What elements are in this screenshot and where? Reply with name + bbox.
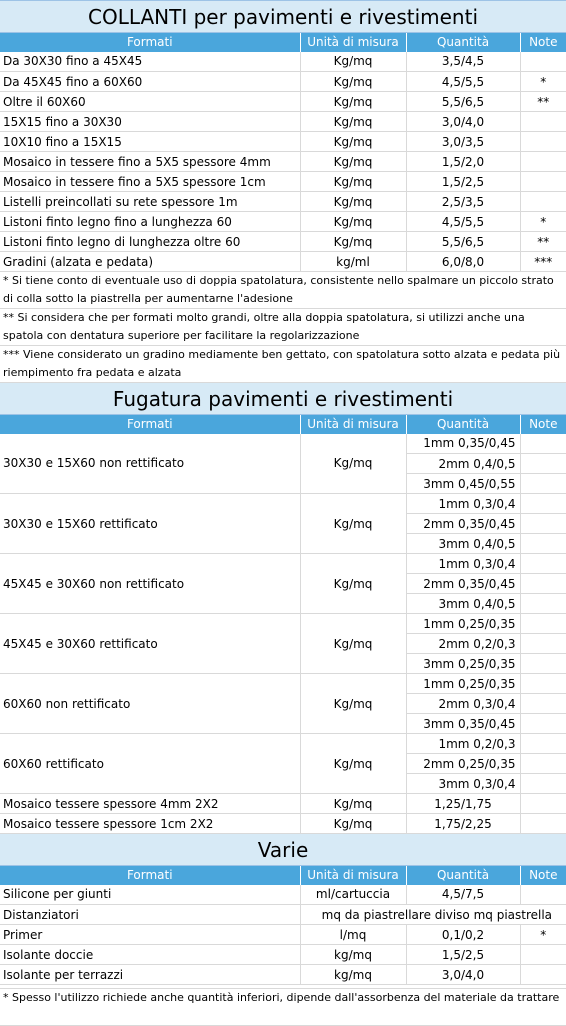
fugatura-header-row — [0, 415, 566, 434]
note-cell — [520, 674, 566, 694]
note-cell — [520, 454, 566, 474]
quantita-cell: 3,0/4,0 — [406, 112, 520, 132]
note-cell — [520, 574, 566, 594]
quantita-cell: 1,75/2,25 — [406, 814, 520, 834]
note-cell: ** — [520, 92, 566, 112]
quantita-cell: 0,1/0,2 — [406, 925, 520, 945]
table-row — [0, 794, 566, 814]
quantita-cell: 1mm 0,25/0,35 — [406, 614, 520, 634]
header-note: Note — [520, 866, 566, 885]
quantita-cell: 2mm 0,35/0,45 — [406, 514, 520, 534]
table-row — [0, 112, 566, 132]
note-cell — [520, 192, 566, 212]
formato-cell: Listoni finto legno fino a lunghezza 60 — [0, 212, 300, 232]
unita-cell: kg/mq — [300, 965, 406, 985]
header-note: Note — [520, 33, 566, 52]
formato-cell: Gradini (alzata e pedata) — [0, 252, 300, 272]
table-row — [0, 734, 566, 754]
note-cell — [520, 52, 566, 72]
quantita-cell: 1mm 0,3/0,4 — [406, 494, 520, 514]
varie-title: Varie — [0, 834, 566, 866]
formato-cell: Da 30X30 fino a 45X45 — [0, 52, 300, 72]
note-cell — [520, 172, 566, 192]
note-cell — [520, 965, 566, 985]
unita-cell: Kg/mq — [300, 232, 406, 252]
unita-cell: Kg/mq — [300, 614, 406, 674]
formato-cell: 30X30 e 15X60 non rettificato — [0, 434, 300, 494]
unita-cell: Kg/mq — [300, 212, 406, 232]
quantita-cell: 1mm 0,35/0,45 — [406, 434, 520, 454]
quantita-cell: 1,25/1,75 — [406, 794, 520, 814]
quantita-cell: 1mm 0,25/0,35 — [406, 674, 520, 694]
quantita-cell: 1,5/2,5 — [406, 172, 520, 192]
table-row — [0, 92, 566, 112]
quantita-cell: 4,5/5,5 — [406, 72, 520, 92]
footnote-row — [0, 346, 566, 383]
quantita-cell: 3,0/4,0 — [406, 965, 520, 985]
collanti-title: COLLANTI per pavimenti e rivestimenti — [0, 1, 566, 33]
table-row — [0, 814, 566, 834]
unita-cell: Kg/mq — [300, 152, 406, 172]
table-row — [0, 232, 566, 252]
note-cell — [520, 814, 566, 834]
formato-cell: 45X45 e 30X60 rettificato — [0, 614, 300, 674]
header-formati: Formati — [0, 866, 300, 885]
unita-cell: Kg/mq — [300, 554, 406, 614]
formato-cell: 60X60 non rettificato — [0, 674, 300, 734]
unita-cell: Kg/mq — [300, 794, 406, 814]
note-cell: ** — [520, 232, 566, 252]
materials-table-body — [0, 1, 566, 1026]
formato-cell: Mosaico tessere spessore 4mm 2X2 — [0, 794, 300, 814]
footnote-text: * Spesso l'utilizzo richiede anche quantità inferiori, dipende dall'assorbenza del materiale da trattare — [0, 989, 566, 1026]
formato-cell: Isolante doccie — [0, 945, 300, 965]
formato-cell: 15X15 fino a 30X30 — [0, 112, 300, 132]
note-cell — [520, 694, 566, 714]
header-quantita: Quantità — [406, 415, 520, 434]
quantita-cell: 2mm 0,25/0,35 — [406, 754, 520, 774]
quantita-cell: 3mm 0,45/0,55 — [406, 474, 520, 494]
quantita-cell: 5,5/6,5 — [406, 92, 520, 112]
formato-cell: 10X10 fino a 15X15 — [0, 132, 300, 152]
header-unita: Unità di misura — [300, 33, 406, 52]
quantita-cell: 5,5/6,5 — [406, 232, 520, 252]
table-row — [0, 965, 566, 985]
quantita-cell: 1,5/2,0 — [406, 152, 520, 172]
formato-cell: Mosaico in tessere fino a 5X5 spessore 1cm — [0, 172, 300, 192]
footnote-text: * Si tiene conto di eventuale uso di doppia spatolatura, consistente nello spalmare un piccolo strato di colla sotto la piastrella per aumentarne l'adesione — [0, 272, 566, 309]
table-row — [0, 885, 566, 905]
note-cell — [520, 774, 566, 794]
note-cell — [520, 474, 566, 494]
quantita-cell: 2mm 0,4/0,5 — [406, 454, 520, 474]
note-cell — [520, 534, 566, 554]
header-note: Note — [520, 415, 566, 434]
formato-cell: Da 45X45 fino a 60X60 — [0, 72, 300, 92]
collanti-header-row — [0, 33, 566, 52]
note-cell: * — [520, 925, 566, 945]
note-cell — [520, 634, 566, 654]
formato-cell: Distanziatori — [0, 905, 300, 925]
note-cell — [520, 594, 566, 614]
table-row — [0, 172, 566, 192]
table-row — [0, 945, 566, 965]
unita-cell: Kg/mq — [300, 52, 406, 72]
unita-cell: Kg/mq — [300, 814, 406, 834]
table-row — [0, 554, 566, 574]
table-row — [0, 132, 566, 152]
header-formati: Formati — [0, 415, 300, 434]
note-cell — [520, 734, 566, 754]
table-row — [0, 674, 566, 694]
note-cell: * — [520, 72, 566, 92]
unita-cell: Kg/mq — [300, 494, 406, 554]
formato-cell: 60X60 rettificato — [0, 734, 300, 794]
note-cell: *** — [520, 252, 566, 272]
formato-cell: Silicone per giunti — [0, 885, 300, 905]
quantita-cell: 3,0/3,5 — [406, 132, 520, 152]
table-row — [0, 52, 566, 72]
fugatura-title: Fugatura pavimenti e rivestimenti — [0, 383, 566, 415]
unita-cell: Kg/mq — [300, 734, 406, 794]
footnote-row — [0, 309, 566, 346]
quantita-cell: 4,5/7,5 — [406, 885, 520, 905]
unita-cell: Kg/mq — [300, 434, 406, 494]
formato-cell: Oltre il 60X60 — [0, 92, 300, 112]
section-title-row — [0, 383, 566, 415]
note-cell — [520, 494, 566, 514]
table-row — [0, 152, 566, 172]
formato-cell: 45X45 e 30X60 non rettificato — [0, 554, 300, 614]
unita-cell: l/mq — [300, 925, 406, 945]
table-row — [0, 252, 566, 272]
quantita-cell: 2mm 0,3/0,4 — [406, 694, 520, 714]
note-cell: * — [520, 212, 566, 232]
note-cell — [520, 132, 566, 152]
quantita-cell: 1mm 0,3/0,4 — [406, 554, 520, 574]
section-title-row — [0, 834, 566, 866]
unita-cell: Kg/mq — [300, 92, 406, 112]
unita-cell: Kg/mq — [300, 72, 406, 92]
table-row — [0, 72, 566, 92]
note-cell — [520, 152, 566, 172]
note-cell — [520, 112, 566, 132]
formato-cell: Listelli preincollati su rete spessore 1m — [0, 192, 300, 212]
header-formati: Formati — [0, 33, 300, 52]
header-unita: Unità di misura — [300, 866, 406, 885]
quantita-cell: 3mm 0,25/0,35 — [406, 654, 520, 674]
footnote-text: *** Viene considerato un gradino mediamente ben gettato, con spatolatura sotto alzata e pedata più riempimento fra pedata e alzata — [0, 346, 566, 383]
quantita-cell: 3mm 0,4/0,5 — [406, 594, 520, 614]
footnote-row — [0, 989, 566, 1026]
unita-cell: Kg/mq — [300, 192, 406, 212]
quantita-cell: 2mm 0,35/0,45 — [406, 574, 520, 594]
table-row — [0, 434, 566, 454]
quantita-cell: 6,0/8,0 — [406, 252, 520, 272]
note-cell — [520, 945, 566, 965]
formato-cell: Mosaico in tessere fino a 5X5 spessore 4mm — [0, 152, 300, 172]
note-cell — [520, 434, 566, 454]
quantita-cell: 1mm 0,2/0,3 — [406, 734, 520, 754]
quantita-cell: 3,5/4,5 — [406, 52, 520, 72]
formato-cell: Primer — [0, 925, 300, 945]
footnote-text: ** Si considera che per formati molto grandi, oltre alla doppia spatolatura, si utilizzi anche una spatola con dentatura superiore per facilitare la regolarizzazione — [0, 309, 566, 346]
unita-cell: Kg/mq — [300, 112, 406, 132]
unita-cell: Kg/mq — [300, 132, 406, 152]
quantita-cell: 1,5/2,5 — [406, 945, 520, 965]
header-unita: Unità di misura — [300, 415, 406, 434]
footnote-row — [0, 272, 566, 309]
note-cell — [520, 885, 566, 905]
table-row — [0, 614, 566, 634]
note-cell — [520, 514, 566, 534]
formato-cell: 30X30 e 15X60 rettificato — [0, 494, 300, 554]
span-cell: mq da piastrellare diviso mq piastrella — [300, 905, 566, 925]
formato-cell: Isolante per terrazzi — [0, 965, 300, 985]
note-cell — [520, 794, 566, 814]
quantita-cell: 2mm 0,2/0,3 — [406, 634, 520, 654]
note-cell — [520, 754, 566, 774]
quantita-cell: 4,5/5,5 — [406, 212, 520, 232]
unita-cell: ml/cartuccia — [300, 885, 406, 905]
quantita-cell: 3mm 0,4/0,5 — [406, 534, 520, 554]
unita-cell: Kg/mq — [300, 674, 406, 734]
formato-cell: Listoni finto legno di lunghezza oltre 60 — [0, 232, 300, 252]
note-cell — [520, 714, 566, 734]
unita-cell: kg/mq — [300, 945, 406, 965]
unita-cell: Kg/mq — [300, 172, 406, 192]
table-row — [0, 925, 566, 945]
note-cell — [520, 614, 566, 634]
quantita-cell: 3mm 0,35/0,45 — [406, 714, 520, 734]
section-title-row — [0, 1, 566, 33]
table-row — [0, 905, 566, 925]
note-cell — [520, 654, 566, 674]
table-row — [0, 212, 566, 232]
table-row — [0, 192, 566, 212]
unita-cell: kg/ml — [300, 252, 406, 272]
table-row — [0, 494, 566, 514]
header-quantita: Quantità — [406, 866, 520, 885]
quantita-cell: 3mm 0,3/0,4 — [406, 774, 520, 794]
header-quantita: Quantità — [406, 33, 520, 52]
formato-cell: Mosaico tessere spessore 1cm 2X2 — [0, 814, 300, 834]
note-cell — [520, 554, 566, 574]
varie-header-row — [0, 866, 566, 885]
quantita-cell: 2,5/3,5 — [406, 192, 520, 212]
